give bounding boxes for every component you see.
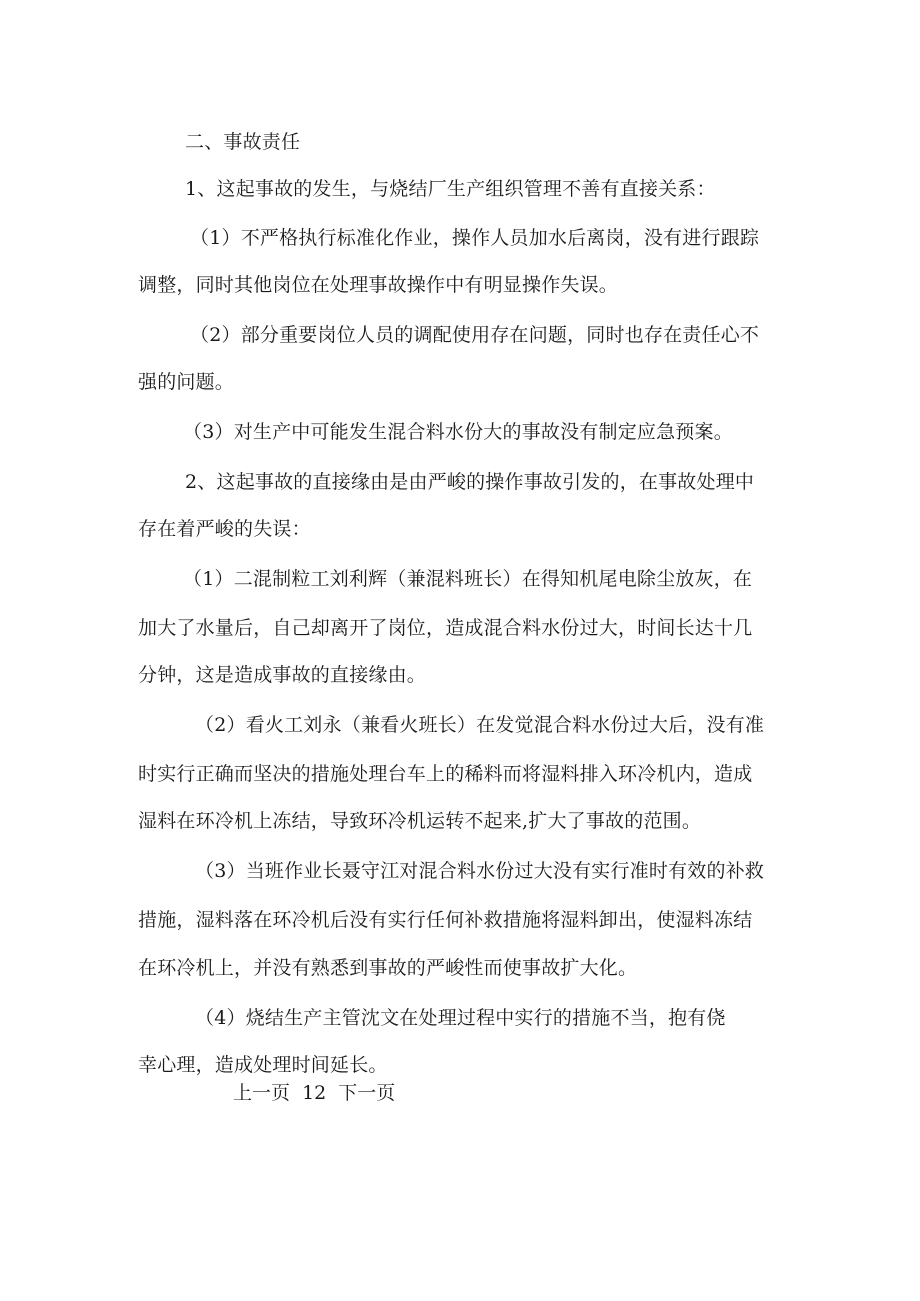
paragraph-line: 强的问题。	[138, 371, 235, 393]
page-number: 12	[302, 1082, 327, 1104]
section-heading: 二、事故责任	[185, 131, 301, 153]
paragraph-line: 湿料在环冷机上冻结，导致环冷机运转不起来,扩大了事故的范围。	[138, 810, 702, 832]
paragraph-line: 调整，同时其他岗位在处理事故操作中有明显操作失误。	[138, 274, 619, 296]
prev-page-link[interactable]: 上一页	[233, 1082, 291, 1104]
next-page-link[interactable]: 下一页	[338, 1082, 396, 1104]
paragraph-line: （2）部分重要岗位人员的调配使用存在问题，同时也存在责任心不	[190, 324, 760, 346]
paragraph-line: （1）二混制粒工刘利辉（兼混料班长）在得知机尾电除尘放灰，在	[183, 568, 753, 590]
paragraph-line: 时实行正确而坚决的措施处理台车上的稀料而将湿料排入环冷机内，造成	[138, 763, 753, 785]
paragraph-line: （3）当班作业长聂守江对混合料水份过大没有实行准时有效的补救	[195, 860, 765, 882]
paragraph-line: （4）烧结生产主管沈文在处理过程中实行的措施不当，抱有侥	[195, 1007, 726, 1029]
paragraph-line: （3）对生产中可能发生混合料水份大的事故没有制定应急预案。	[183, 421, 733, 443]
paragraph-line: 在环冷机上，并没有熟悉到事故的严峻性而使事故扩大化。	[138, 957, 638, 979]
paragraph-line: 幸心理，造成处理时间延长。	[138, 1054, 388, 1076]
paragraph-line: （1）不严格执行标准化作业，操作人员加水后离岗，没有进行跟踪	[190, 227, 760, 249]
paragraph-line: 2、这起事故的直接缘由是由严峻的操作事故引发的，在事故处理中	[185, 471, 755, 493]
paragraph-line: 分钟，这是造成事故的直接缘由。	[138, 664, 427, 686]
paragraph-line: 1、这起事故的发生，与烧结厂生产组织管理不善有直接关系：	[185, 178, 716, 200]
paragraph-line: （2）看火工刘永（兼看火班长）在发觉混合料水份过大后，没有准	[195, 714, 765, 736]
pagination	[233, 1081, 395, 1105]
paragraph-line: 措施，湿料落在环冷机后没有实行任何补救措施将湿料卸出，使湿料冻结	[138, 909, 753, 931]
paragraph-line: 存在着严峻的失误：	[138, 518, 311, 540]
paragraph-line: 加大了水量后，自己却离开了岗位，造成混合料水份过大，时间长达十几	[138, 617, 753, 639]
